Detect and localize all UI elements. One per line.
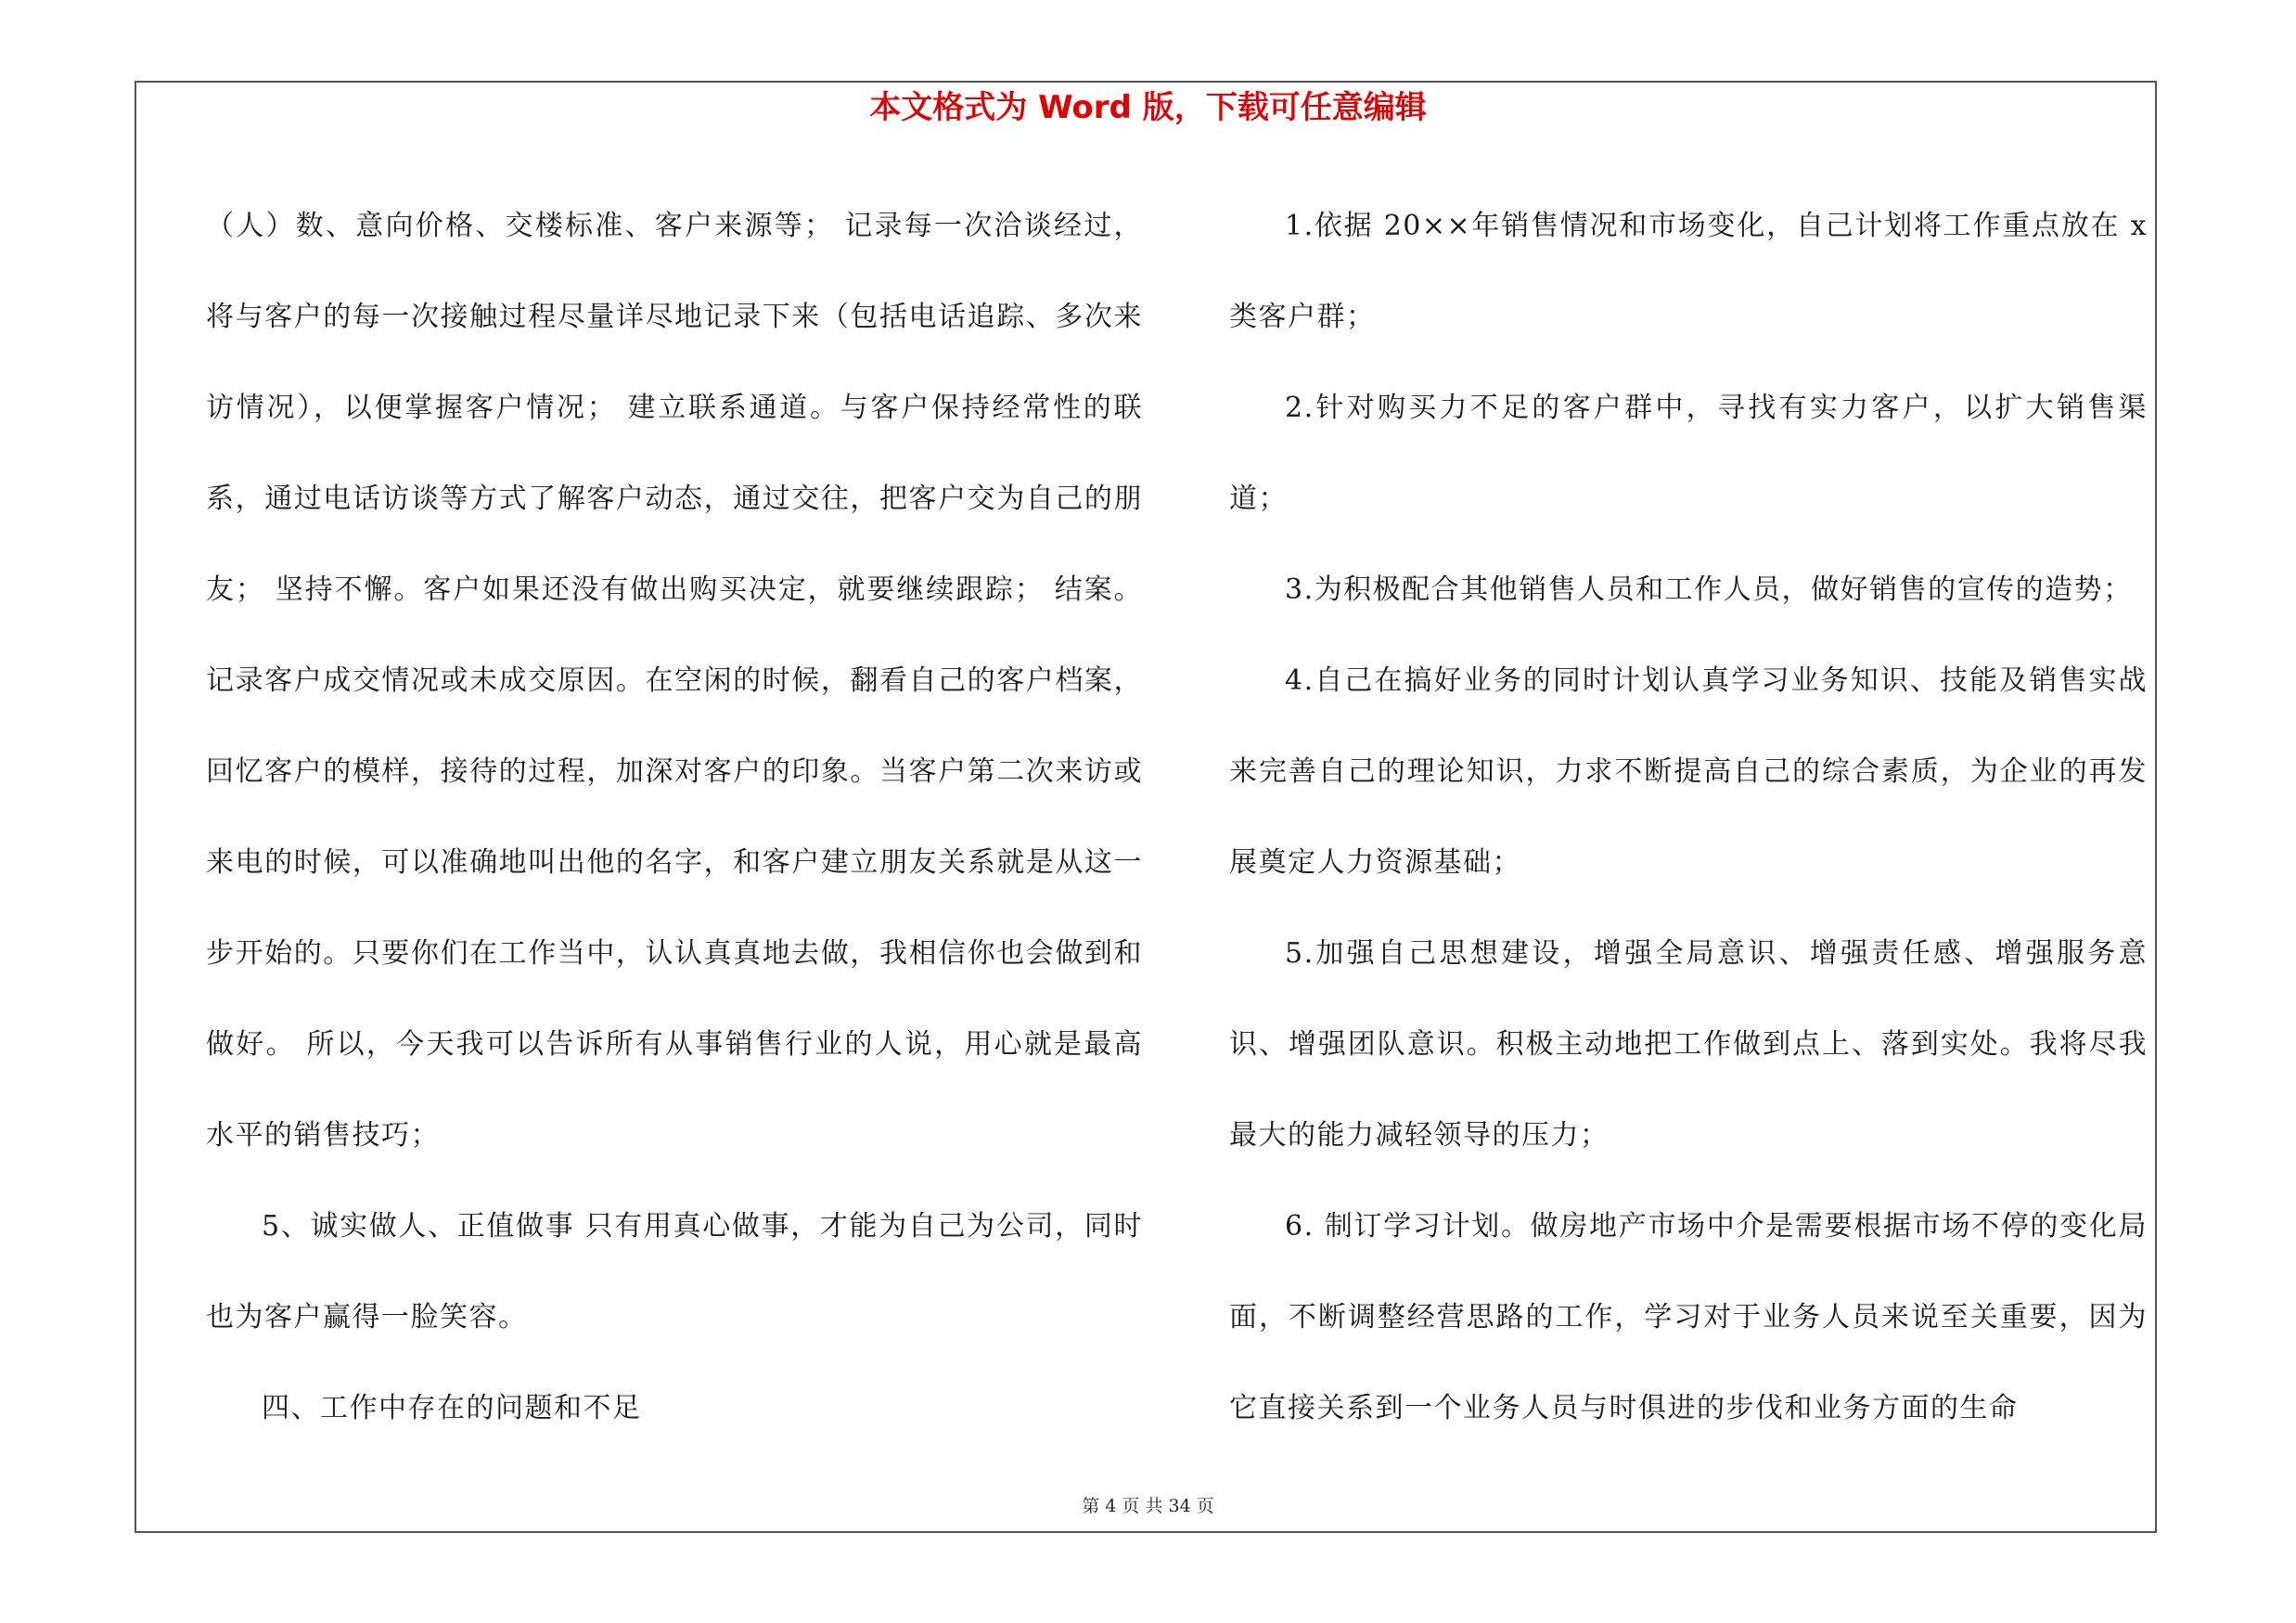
body-paragraph: 5、诚实做人、正值做事 只有用真心做事，才能为自己为公司，同时也为客户赢得一脸笑容。: [206, 1210, 1143, 1333]
section-heading: 四、工作中存在的问题和不足: [262, 1392, 642, 1424]
body-paragraph: （人）数、意向价格、交楼标准、客户来源等； 记录每一次洽谈经过，将与客户的每一次接触过程尽量详尽地记录下来（包括电话追踪、多次来访情况），以便掌握客户情况； 建立联系通道。与客户保持经常性的联系，通过电话访谈等方式了解客户动态，通过交往，把客户交为自己的朋友； 坚持不懈。客户如果还没有做出购买决定，就要继续跟踪； 结案。记录客户成交情况或未成交原因。在空闲的时候，翻看自己的客户档案，回忆客户的模样，接待的过程，加深对客户的印象。当客户第二次来访或来电的时候，可以准确地叫出他的名字，和客户建立朋友关系就是从这一步开始的。只要你们在工作当中，认认真真地去做，我相信你也会做到和做好。 所以，今天我可以告诉所有从事销售行业的人说，用心就是最高水平的销售技巧；: [206, 210, 1143, 1152]
plan-item: 5.加强自己思想建设，增强全局意识、增强责任感、增强服务意识、增强团队意识。积极主动地把工作做到点上、落到实处。我将尽我最大的能力减轻领导的压力；: [1229, 937, 2148, 1152]
plan-item: 4.自己在搞好业务的同时计划认真学习业务知识、技能及销售实战来完善自己的理论知识，力求不断提高自己的综合素质，为企业的再发展奠定人力资源基础；: [1229, 664, 2148, 879]
page-number-footer: 第 4 页 共 34 页: [1082, 1496, 1214, 1516]
plan-item: 6. 制订学习计划。做房地产市场中介是需要根据市场不停的变化局面，不断调整经营思路的工作，学习对于业务人员来说至关重要，因为它直接关系到一个业务人员与时俱进的步伐和业务方面的生命: [1229, 1210, 2148, 1424]
format-notice-banner: 本文格式为 Word 版，下载可任意编辑: [869, 89, 1427, 126]
left-text-column: [206, 181, 1143, 1454]
plan-item: 1.依据 20××年销售情况和市场变化，自己计划将工作重点放在 x 类客户群；: [1229, 210, 2148, 333]
plan-item: 3.为积极配合其他销售人员和工作人员，做好销售的宣传的造势；: [1285, 573, 2133, 606]
plan-item: 2.针对购买力不足的客户群中，寻找有实力客户，以扩大销售渠道；: [1229, 392, 2148, 515]
right-text-column: [1229, 181, 2148, 1454]
